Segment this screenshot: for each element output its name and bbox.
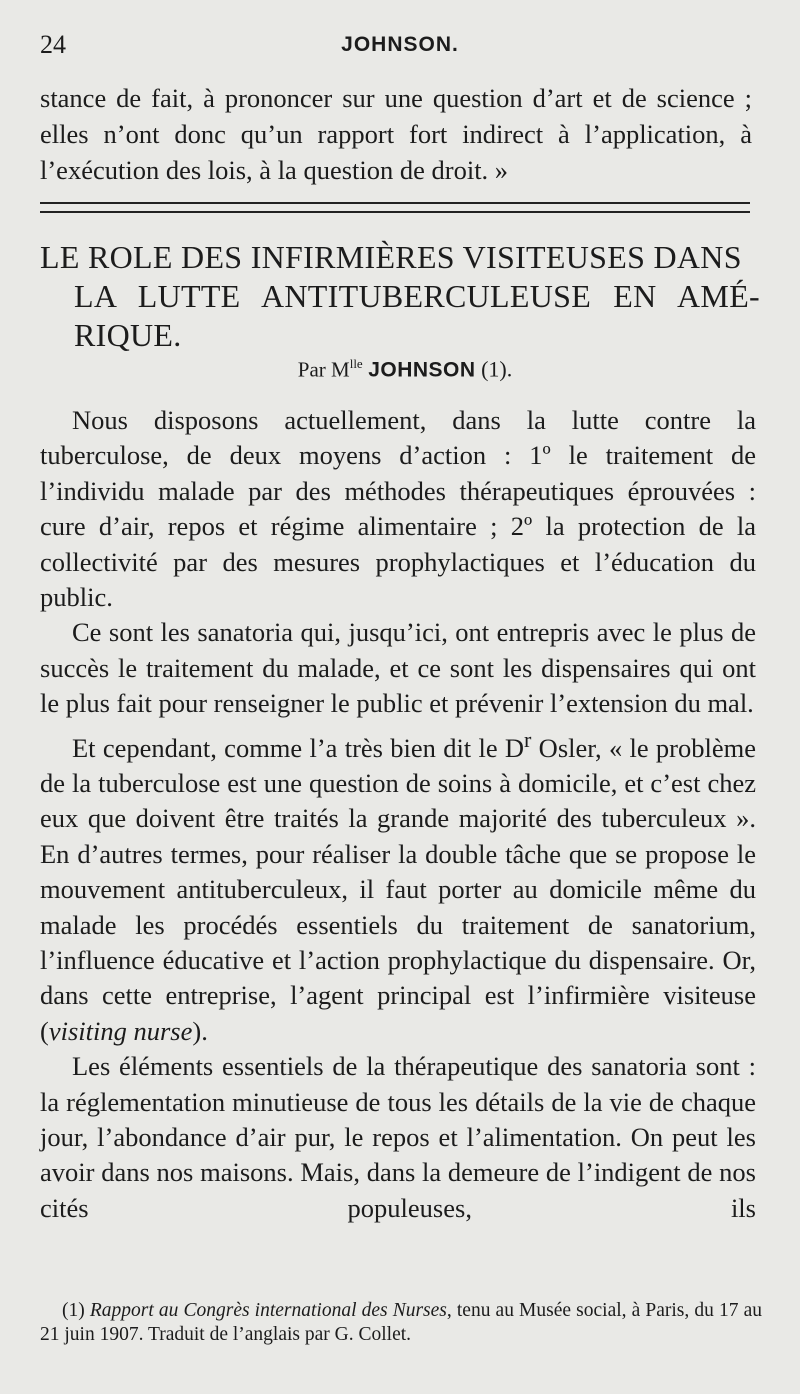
carryover-paragraph: stance de fait, à prononcer sur une question d’art et de science ; elles n’ont donc qu’un rapport fort indirect à l’application, à l’exécution des lois, à la question de droit. » (40, 83, 752, 185)
running-title: JOHNSON. (341, 33, 459, 56)
paragraph-4: Les éléments essentiels de la thérapeutique des sanatoria sont : la réglementation minutieuse de tous les détails de la vie de chaque jour, l’abondance d’air pur, le repos et l’alimentation. On peut les avoir dans nos maisons. Mais, dans la demeure de l’indigent de nos cités populeuses, ils (40, 1051, 756, 1223)
paragraph-3-text-b: Osler, « le problème de la tuberculose est une question de soins à domicile, et c’est chez eux que doivent être traités la grande majorité des tuberculeux ». En d’autres termes, pour réaliser la double tâche que se propose le mouvement antituberculeux, il faut porter au domicile même du malade les procédés essentiels du traitement de sanatorium, l’influence éducative et l’action prophylactique du dispensaire. Or, dans cette entreprise, l’agent principal est l’infirmière visiteuse ( (40, 732, 756, 1046)
footnote (40, 1299, 762, 1347)
paragraph-3-text-a: Et cependant, comme l’a très bien dit le D (72, 732, 525, 763)
byline-title-superscript: lle (349, 356, 363, 371)
article-title-line-2: LA LUTTE ANTITUBERCULEUSE EN AMÉ- (74, 278, 760, 314)
article-title (40, 238, 760, 355)
article-body (40, 403, 756, 1226)
doctor-superscript: r (524, 726, 532, 752)
byline-author: JOHNSON (368, 358, 476, 382)
footnote-text: , tenu au Musée social, à Paris, du 17 au 21 juin 1907. Traduit de l’anglais par G. Collet. (40, 1300, 762, 1345)
byline (0, 356, 800, 382)
footnote-reference: (1). (475, 356, 513, 382)
running-header (40, 30, 760, 66)
paragraph-3 (40, 722, 756, 1049)
article-title-line-3: RIQUE. (74, 317, 182, 353)
paragraph-3-end: ). (192, 1015, 208, 1046)
footnote-source-title: Rapport au Congrès international des Nurses (89, 1300, 447, 1321)
article-title-line-1: LE ROLE DES INFIRMIÈRES VISITEUSES DANS (40, 239, 742, 275)
paragraph-2: Ce sont les sanatoria qui, jusqu’ici, ont entrepris avec le plus de succès le traitement du malade, et ce sont les dispensaires qui ont le plus fait pour renseigner le public et prévenir l’extension du mal. (40, 617, 756, 719)
paragraph-1: Nous disposons actuellement, dans la lutte contre la tuberculose, de deux moyens d’action : 1º le traitement de l’individu malade par des méthodes thérapeutiques éprouvées : cure d’air, repos et régime alimentaire ; 2º la protection de la collectivité par des mesures prophylactiques et l’éducation du public. (40, 405, 756, 613)
byline-prefix: Par M (297, 357, 350, 382)
visiting-nurse-term: visiting nurse (48, 1015, 193, 1046)
footnote-marker: (1) (62, 1300, 90, 1321)
section-divider (40, 202, 750, 213)
page-number: 24 (40, 30, 66, 59)
